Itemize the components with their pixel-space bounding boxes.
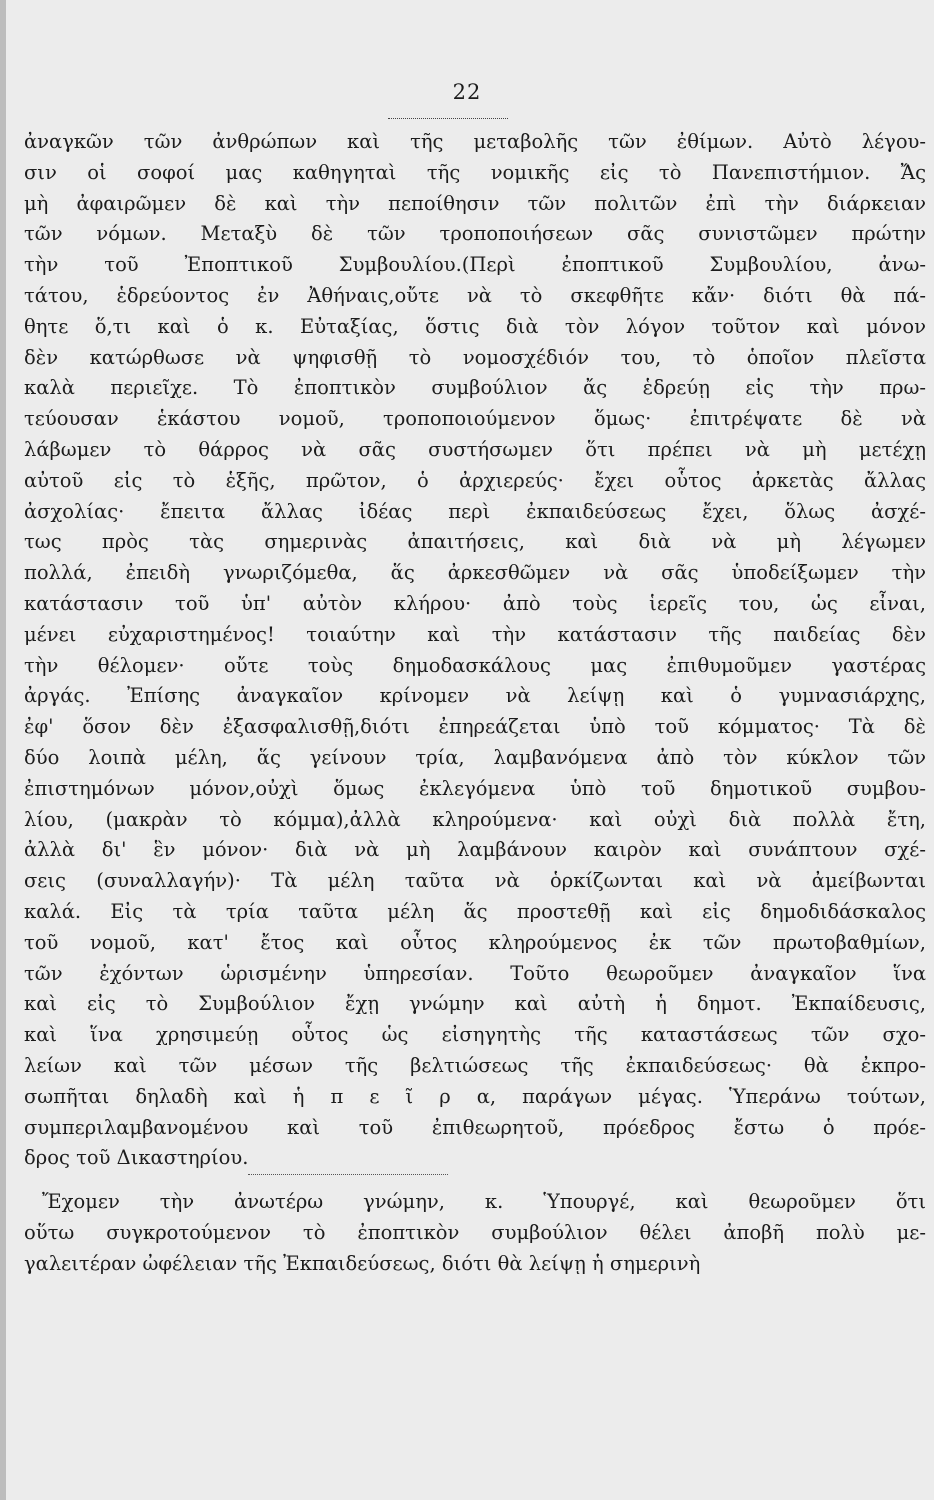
text-line: τεύουσαν ἑκάστου νομοῦ, τροποποιούμενον ὅμως· ἐπιτρέψατε δὲ νὰ: [24, 407, 926, 431]
text-line: τῶν ἐχόντων ὡρισμένην ὑπηρεσίαν. Τοῦτο θεωροῦμεν ἀναγκαῖον ἵνα: [24, 961, 926, 985]
text-line: ἐπιστημόνων μόνον,οὐχὶ ὅμως ἐκλεγόμενα ὑπὸ τοῦ δημοτικοῦ συμβου-: [24, 776, 926, 800]
page-number-rule: [388, 118, 508, 119]
text-line: καλὰ περιεῖχε. Τὸ ἐποπτικὸν συμβούλιον ἄς ἑδρεύῃ εἰς τὴν πρω-: [24, 376, 926, 400]
text-line: ἀναγκῶν τῶν ἀνθρώπων καὶ τῆς μεταβολῆς τῶν ἐθίμων. Αὐτὸ λέγου-: [24, 130, 926, 153]
text-line: λίου, (μακρὰν τὸ κόμμα),ἀλλὰ κληρούμενα· καὶ οὐχὶ διὰ πολλὰ ἔτη,: [24, 807, 926, 831]
text-line: οὕτω συγκροτούμενον τὸ ἐποπτικὸν συμβούλιον θέλει ἀποβῆ πολὺ με-: [24, 1220, 926, 1244]
text-line: σωπῆται δηλαδὴ καὶ ἡ π ε ῖ ρ α, παράγων μέγας. Ὑπεράνω τούτων,: [24, 1084, 926, 1108]
text-line: τως πρὸς τὰς σημερινὰς ἀπαιτήσεις, καὶ διὰ νὰ μὴ λέγωμεν: [24, 530, 926, 554]
text-line: λάβωμεν τὸ θάρρος νὰ σᾶς συστήσωμεν ὅτι πρέπει νὰ μὴ μετέχῃ: [24, 437, 926, 461]
text-line: θητε ὅ,τι καὶ ὁ κ. Εὐταξίας, ὅστις διὰ τὸν λόγον τοῦτον καὶ μόνον: [24, 314, 926, 338]
text-line: κατάστασιν τοῦ ὑπ' αὐτὸν κλήρου· ἀπὸ τοὺς ἱερεῖς του, ὡς εἶναι,: [24, 591, 926, 615]
text-line: σιν οἱ σοφοί μας καθηγηταὶ τῆς νομικῆς εἰς τὸ Πανεπιστήμιον. Ἄς: [24, 160, 926, 184]
text-line: δρος τοῦ Δικαστηρίου.: [24, 1146, 249, 1170]
main-paragraph: [8, 127, 928, 1174]
text-line: σεις (συναλλαγήν)· Τὰ μέλη ταῦτα νὰ ὁρκίζωνται καὶ νὰ ἀμείβωνται: [24, 869, 926, 893]
text-line: δὲν κατώρθωσε νὰ ψηφισθῇ τὸ νομοσχέδιόν του, τὸ ὁποῖον πλεῖστα: [24, 345, 926, 369]
text-line: ἐφ' ὅσον δὲν ἐξασφαλισθῇ,διότι ἐπηρεάζεται ὑπὸ τοῦ κόμματος· Τὰ δὲ: [24, 715, 926, 739]
text-line: δύο λοιπὰ μέλη, ἅς γείνουν τρία, λαμβανόμενα ἀπὸ τὸν κύκλον τῶν: [24, 745, 926, 769]
text-line: μένει εὐχαριστημένος! τοιαύτην καὶ τὴν κατάστασιν τῆς παιδείας δὲν: [24, 622, 926, 646]
text-line: γαλειτέραν ὠφέλειαν τῆς Ἐκπαιδεύσεως, διότι θὰ λείψῃ ἡ σημερινὴ: [24, 1251, 701, 1275]
text-line: ἀργάς. Ἐπίσης ἀναγκαῖον κρίνομεν νὰ λείψῃ καὶ ὁ γυμνασιάρχης,: [24, 684, 926, 708]
closing-paragraph: [8, 1187, 928, 1279]
text-line: καὶ ἵνα χρησιμεύῃ οὗτος ὡς εἰσηγητὴς τῆς καταστάσεως τῶν σχο-: [24, 1023, 926, 1047]
text-line: συμπεριλαμβανομένου καὶ τοῦ ἐπιθεωρητοῦ, πρόεδρος ἔστω ὁ πρόε-: [24, 1115, 926, 1139]
text-line: ἀσχολίας· ἔπειτα ἄλλας ἰδέας περὶ ἐκπαιδεύσεως ἔχει, ὅλως ἀσχέ-: [24, 499, 926, 523]
text-line: τῶν νόμων. Μεταξὺ δὲ τῶν τροποποιήσεων σᾶς συνιστῶμεν πρώτην: [24, 222, 926, 246]
page-number: 22: [452, 80, 482, 104]
text-line: καλά. Εἰς τὰ τρία ταῦτα μέλη ἅς προστεθῇ καὶ εἰς δημοδιδάσκαλος: [24, 899, 926, 923]
text-line: μὴ ἀφαιρῶμεν δὲ καὶ τὴν πεποίθησιν τῶν πολιτῶν ἐπὶ τὴν διάρκειαν: [24, 191, 926, 215]
text-line: τὴν θέλομεν· οὔτε τοὺς δημοδασκάλους μας ἐπιθυμοῦμεν γαστέρας: [24, 653, 926, 677]
text-line: πολλά, ἐπειδὴ γνωριζόμεθα, ἅς ἀρκεσθῶμεν νὰ σᾶς ὑποδείξωμεν τὴν: [24, 561, 926, 585]
text-line: αὐτοῦ εἰς τὸ ἑξῆς, πρῶτον, ὁ ἀρχιερεύς· ἔχει οὗτος ἀρκετὰς ἄλλας: [24, 468, 926, 492]
body-text: [8, 127, 928, 1279]
text-line: τάτου, ἑδρεύοντος ἐν Ἀθήναις,οὔτε νὰ τὸ σκεφθῆτε κἄν· διότι θὰ πά-: [24, 283, 926, 307]
text-line: Ἔχομεν τὴν ἀνωτέρω γνώμην, κ. Ὑπουργέ, καὶ θεωροῦμεν ὅτι: [42, 1190, 926, 1214]
text-line: τὴν τοῦ Ἐποπτικοῦ Συμβουλίου.(Περὶ ἐποπτικοῦ Συμβουλίου, ἀνω-: [24, 253, 926, 277]
text-line: καὶ εἰς τὸ Συμβούλιον ἔχῃ γνώμην καὶ αὐτὴ ἡ δημοτ. Ἐκπαίδευσις,: [24, 992, 926, 1016]
binding-edge: [0, 0, 6, 1500]
text-line: ἀλλὰ δι' ἓν μόνον· διὰ νὰ μὴ λαμβάνουν καιρὸν καὶ συνάπτουν σχέ-: [24, 838, 926, 862]
text-line: τοῦ νομοῦ, κατ' ἔτος καὶ οὗτος κληρούμενος ἐκ τῶν πρωτοβαθμίων,: [24, 930, 926, 954]
text-line: λείων καὶ τῶν μέσων τῆς βελτιώσεως τῆς ἐκπαιδεύσεως· θὰ ἐκπρο-: [24, 1053, 926, 1077]
section-divider: [248, 1174, 448, 1183]
